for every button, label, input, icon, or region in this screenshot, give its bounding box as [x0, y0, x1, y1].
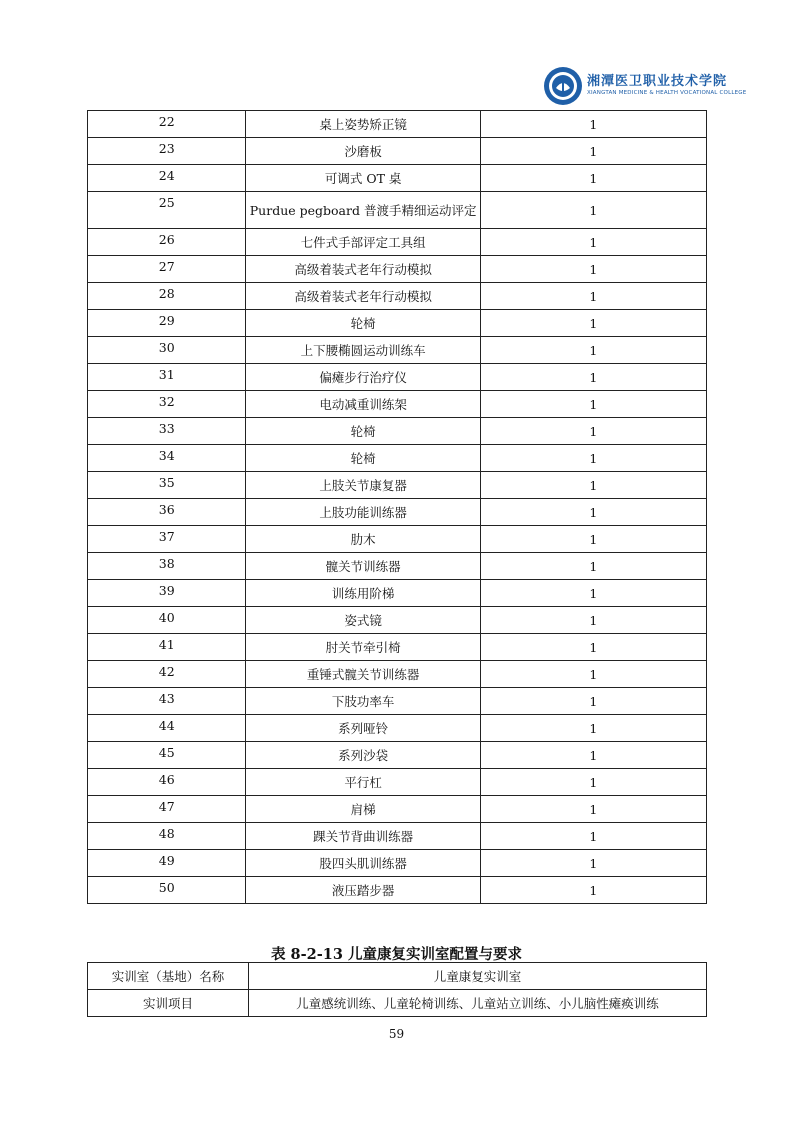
item-quantity: 1	[480, 256, 706, 283]
table-row	[88, 715, 707, 742]
item-name: 肘关节牵引椅	[246, 634, 480, 661]
equipment-table-body	[88, 111, 707, 904]
item-name: 上下腰椭圆运动训练车	[246, 337, 480, 364]
item-name: 液压踏步器	[246, 877, 480, 904]
item-number: 22	[88, 111, 246, 138]
table-row	[88, 364, 707, 391]
item-name: 下肢功率车	[246, 688, 480, 715]
item-number: 25	[88, 192, 246, 229]
item-name: 平行杠	[246, 769, 480, 796]
college-name-en: XIANGTAN MEDICINE & HEALTH VOCATIONAL COLLEGE	[587, 90, 747, 96]
table-row	[88, 192, 707, 229]
config-key: 实训项目	[88, 990, 249, 1017]
item-name: Purdue pegboard 普渡手精细运动评定	[246, 192, 480, 229]
table-row	[88, 138, 707, 165]
item-quantity: 1	[480, 823, 706, 850]
item-name: 肩梯	[246, 796, 480, 823]
item-number: 50	[88, 877, 246, 904]
table-row	[88, 877, 707, 904]
item-quantity: 1	[480, 580, 706, 607]
item-number: 46	[88, 769, 246, 796]
item-name: 轮椅	[246, 310, 480, 337]
table-row	[88, 229, 707, 256]
item-quantity: 1	[480, 715, 706, 742]
item-quantity: 1	[480, 283, 706, 310]
college-emblem-icon	[543, 66, 583, 106]
item-name: 踝关节背曲训练器	[246, 823, 480, 850]
item-name: 沙磨板	[246, 138, 480, 165]
item-name: 股四头肌训练器	[246, 850, 480, 877]
college-name-cn: 湘潭医卫职业技术学院	[587, 74, 728, 89]
item-quantity: 1	[480, 742, 706, 769]
table-row	[88, 391, 707, 418]
item-number: 42	[88, 661, 246, 688]
table-row	[88, 418, 707, 445]
item-name: 姿式镜	[246, 607, 480, 634]
table-row	[88, 769, 707, 796]
table-row	[88, 634, 707, 661]
table-row	[88, 607, 707, 634]
item-name: 电动减重训练架	[246, 391, 480, 418]
table-row	[88, 526, 707, 553]
table-row	[88, 445, 707, 472]
item-name: 系列哑铃	[246, 715, 480, 742]
item-quantity: 1	[480, 850, 706, 877]
item-name: 七件式手部评定工具组	[246, 229, 480, 256]
table-row	[88, 688, 707, 715]
item-quantity: 1	[480, 607, 706, 634]
item-number: 23	[88, 138, 246, 165]
table-caption: 表 8-2-13 儿童康复实训室配置与要求	[271, 946, 522, 963]
item-quantity: 1	[480, 192, 706, 229]
item-quantity: 1	[480, 661, 706, 688]
config-value: 儿童康复实训室	[249, 963, 707, 990]
item-number: 45	[88, 742, 246, 769]
table-row	[88, 283, 707, 310]
table-row	[88, 111, 707, 138]
item-number: 26	[88, 229, 246, 256]
config-key: 实训室（基地）名称	[88, 963, 249, 990]
item-quantity: 1	[480, 364, 706, 391]
item-quantity: 1	[480, 688, 706, 715]
table-row	[88, 580, 707, 607]
item-quantity: 1	[480, 138, 706, 165]
item-number: 29	[88, 310, 246, 337]
item-name: 桌上姿势矫正镜	[246, 111, 480, 138]
table-row	[88, 553, 707, 580]
item-number: 37	[88, 526, 246, 553]
item-number: 32	[88, 391, 246, 418]
item-quantity: 1	[480, 445, 706, 472]
item-name: 上肢功能训练器	[246, 499, 480, 526]
item-quantity: 1	[480, 229, 706, 256]
item-quantity: 1	[480, 111, 706, 138]
table-row	[88, 850, 707, 877]
college-logo	[543, 66, 747, 106]
item-number: 43	[88, 688, 246, 715]
item-quantity: 1	[480, 769, 706, 796]
item-number: 47	[88, 796, 246, 823]
item-name: 轮椅	[246, 418, 480, 445]
item-name: 髋关节训练器	[246, 553, 480, 580]
item-number: 39	[88, 580, 246, 607]
item-number: 33	[88, 418, 246, 445]
item-number: 31	[88, 364, 246, 391]
table-row	[88, 165, 707, 192]
table-row	[88, 661, 707, 688]
item-quantity: 1	[480, 418, 706, 445]
table-row	[88, 337, 707, 364]
item-number: 34	[88, 445, 246, 472]
table-row	[88, 310, 707, 337]
item-number: 27	[88, 256, 246, 283]
item-quantity: 1	[480, 796, 706, 823]
item-number: 38	[88, 553, 246, 580]
item-number: 44	[88, 715, 246, 742]
item-name: 训练用阶梯	[246, 580, 480, 607]
item-number: 40	[88, 607, 246, 634]
item-quantity: 1	[480, 165, 706, 192]
item-quantity: 1	[480, 634, 706, 661]
item-quantity: 1	[480, 337, 706, 364]
item-name: 轮椅	[246, 445, 480, 472]
item-name: 高级着装式老年行动模拟	[246, 283, 480, 310]
table-row	[88, 256, 707, 283]
table-row	[88, 499, 707, 526]
item-number: 28	[88, 283, 246, 310]
item-quantity: 1	[480, 310, 706, 337]
item-name: 肋木	[246, 526, 480, 553]
table-row	[88, 796, 707, 823]
item-number: 24	[88, 165, 246, 192]
item-name: 可调式 OT 桌	[246, 165, 480, 192]
table-row	[88, 472, 707, 499]
item-name: 偏瘫步行治疗仪	[246, 364, 480, 391]
table-row	[88, 963, 707, 990]
table-row	[88, 742, 707, 769]
item-number: 48	[88, 823, 246, 850]
item-number: 49	[88, 850, 246, 877]
item-quantity: 1	[480, 472, 706, 499]
item-name: 上肢关节康复器	[246, 472, 480, 499]
table-row	[88, 823, 707, 850]
item-name: 重锤式髋关节训练器	[246, 661, 480, 688]
item-quantity: 1	[480, 499, 706, 526]
item-number: 36	[88, 499, 246, 526]
item-number: 30	[88, 337, 246, 364]
item-quantity: 1	[480, 553, 706, 580]
equipment-table	[87, 110, 707, 904]
page-number: 59	[388, 1027, 405, 1041]
item-quantity: 1	[480, 877, 706, 904]
table-row	[88, 990, 707, 1017]
item-quantity: 1	[480, 391, 706, 418]
item-name: 高级着装式老年行动模拟	[246, 256, 480, 283]
config-value: 儿童感统训练、儿童轮椅训练、儿童站立训练、小儿脑性瘫痪训练	[249, 990, 707, 1017]
item-number: 41	[88, 634, 246, 661]
item-quantity: 1	[480, 526, 706, 553]
item-name: 系列沙袋	[246, 742, 480, 769]
config-table	[87, 962, 707, 1017]
item-number: 35	[88, 472, 246, 499]
